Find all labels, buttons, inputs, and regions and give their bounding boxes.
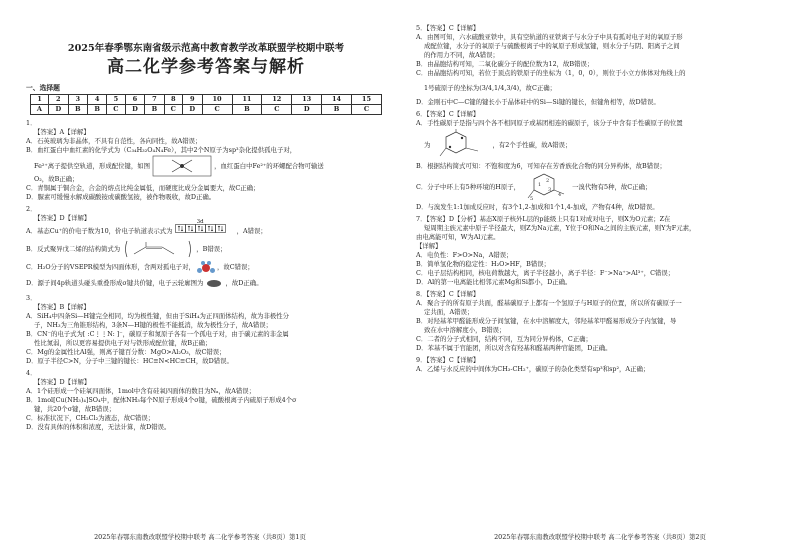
explanation-text: ，故D正确。	[225, 279, 263, 287]
answer-cell: C	[262, 105, 292, 115]
answer-line: 【答案】B【详解】	[34, 303, 90, 311]
explanation-line: D．金刚石中C—C键的键长小于晶体硅中的Si—Si键的键长，但键角相等，故D错误。	[416, 98, 660, 106]
page-footer: 2025年春鄂东南教改联盟学校期中联考 高二化学参考答案（共8页）第1页	[94, 533, 306, 541]
explanation-line: B．CN⁻的电子式为[ :C⋮⋮N: ]⁻，碳原子和氮原子各有一个孤电子对，由于碳元素的非金属	[26, 330, 289, 338]
explanation-line: B．简单氢化物的稳定性：H₂O>HF，B错误；	[416, 260, 550, 268]
explanation-line: A．SiH₄中四条Si—H键完全相同，均为极性键，但由于SiH₄为正四面体结构，故为非极性分	[26, 312, 290, 320]
explanation-line: 定共面，A错误；	[424, 308, 474, 316]
explanation-line	[416, 128, 782, 162]
answer-cell: B	[145, 105, 164, 115]
explanation-line: B．根据结构简式可知：不饱和度为6，可知存在芳香族化合物的同分异构体，故B错误；	[416, 162, 666, 170]
number-cell: 4	[87, 95, 106, 105]
answer-line: 5．【答案】C【详解】	[416, 24, 480, 32]
answer-cell: C	[202, 105, 232, 115]
explanation-text: ，有2个手性碳，故A错误；	[492, 141, 572, 149]
explanation-line	[416, 171, 782, 203]
explanation-line: C．电子层结构相同，核电荷数越大，离子半径越小，离子半径：F⁻>Na⁺>Al³⁺，C错误；	[416, 269, 675, 277]
number-cell: 12	[262, 95, 292, 105]
water-vsepr-model-figure	[197, 261, 215, 273]
explanation-line: 成配位键，水分子的氧原子与硫酸根离子中的氧原子形成氢键，则水分子与阴、阳离子之间	[424, 42, 680, 50]
answer-line: 【答案】D【详解】	[34, 378, 91, 386]
orbital-diagram	[175, 219, 235, 239]
explanation-line: D．苯基不属于官能团，所以对含有羟基和醛基两种官能团，D正确。	[416, 344, 612, 352]
number-cell: 10	[202, 95, 232, 105]
explanation-line: A．乙烯与水反应的中间体为CH₃-CH₂⁺，碳原子的杂化类型有sp³和sp²，A正确；	[416, 365, 650, 373]
answer-table-number-row	[31, 95, 382, 105]
explanation-line: A．电负性：F>O>Na，A错误；	[416, 251, 513, 259]
answer-cell: B	[87, 105, 106, 115]
number-cell: 2	[48, 95, 68, 105]
explanation-line: 致在水中溶解度小，B错误；	[424, 326, 506, 334]
explanation-text: 1号硫原子的坐标为(	[424, 84, 482, 92]
coordinate-y: 1/4	[494, 84, 505, 92]
svg-text:3: 3	[548, 187, 552, 193]
explanation-line: D．没有具体的体积和浓度，无法计算，故D错误。	[26, 423, 171, 431]
explanation-line: 1号硫原子的坐标为(3/4,1/4,3/4)，故C正确；	[424, 84, 557, 92]
heme-structure-figure	[152, 155, 212, 177]
answer-line: 8．【答案】C【详解】	[416, 290, 480, 298]
explanation-line: D．原子半径C>N，分子中三键的键长：HC≡N<HC≡CH，故D错误。	[26, 357, 233, 365]
number-cell: 5	[107, 95, 125, 105]
explanation-text: B．反式聚异戊二烯的结构简式为	[26, 245, 121, 253]
explanation-line: C．Mg的金属性比Al强，则离子键百分数：MgO>Al₂O₃，故C错误；	[26, 348, 226, 356]
number-cell: 6	[125, 95, 145, 105]
main-title: 高二化学参考答案与解析	[107, 57, 305, 77]
explanation-text: 为	[424, 141, 431, 149]
explanation-line	[26, 219, 386, 239]
explanation-line: A．手性碳原子是指与四个各不相同原子或基团相连的碳原子，该分子中含有手性碳原子的位置	[416, 119, 683, 127]
explanation-line: C．由晶胞结构可知，若位于顶点的铁原子的坐标为（1，0，0），则位于小立方体体对角线上的	[416, 69, 686, 77]
explanation-line	[26, 275, 386, 291]
explanation-line: O₂，故B正确；	[34, 175, 79, 183]
explanation-line: 子，NH₃为三角锥形结构，3条N—H键的极性不能抵消，故为极性分子，故A错误；	[34, 321, 273, 329]
svg-text:5: 5	[530, 196, 534, 202]
explanation-line	[26, 239, 386, 259]
right-page	[400, 0, 800, 554]
coordinate-x: 3/4	[481, 84, 492, 92]
answer-cell: A	[31, 105, 49, 115]
explanation-text: D．源子间4p轨道头碰头重叠形成σ键共价键，电子云轮廓图为	[26, 279, 204, 287]
number-cell: 7	[145, 95, 164, 105]
answer-table	[30, 94, 382, 115]
explanation-text: 一溴代物有5种，故C正确；	[572, 183, 652, 191]
explanation-line: D．与溴发生1:1加成反应时，有3个1,2-加成和1个1,4-加成，产物有4种，故D错误。	[416, 203, 659, 211]
explanation-text: Fe²⁺离子提供空轨道，形成配位键，如图	[34, 162, 151, 170]
orbital-label: 3d	[196, 219, 204, 225]
explanation-line: 短周期主族元素中原子半径最大，则Z为Na元素，Y位于O和Na之间的主族元素，则Y为F元素，	[424, 224, 696, 232]
answer-cell: B	[232, 105, 262, 115]
section-heading: 一、选择题	[26, 84, 60, 92]
explanation-text: ，B错误；	[196, 245, 227, 253]
answer-cell: D	[125, 105, 145, 115]
number-cell: 9	[182, 95, 202, 105]
explanation-line	[26, 259, 386, 275]
explanation-text: C．分子中环上有5种环境的H原子，	[416, 183, 520, 191]
question-number: 3．	[26, 294, 37, 302]
number-cell: 8	[164, 95, 182, 105]
detail-heading: 【详解】	[416, 242, 442, 250]
page-footer: 2025年春鄂东南教改联盟学校期中联考 高二化学参考答案（共8页）第2页	[494, 533, 706, 541]
explanation-line: D．Al的第一电离能比相邻元素Mg和Si都小，D正确。	[416, 278, 572, 286]
explanation-line: 由电离能可知，W为Al元素。	[416, 233, 500, 241]
explanation-line: B．对羟基苯甲醛能形成分子间氢键，在水中溶解度大，邻羟基苯甲醛易形成分子内氢键，导	[416, 317, 677, 325]
answer-cell: B	[322, 105, 352, 115]
explanation-line: C．青铜属于铜合金，合金的熔点比纯金属低，而硬度比成分金属要大，故C正确；	[26, 184, 260, 192]
explanation-text: ，血红蛋白中Fe²⁺的环螺配合物可输送	[214, 162, 324, 170]
answer-line: 6．【答案】C【详解】	[416, 110, 480, 118]
answer-line: 9．【答案】C【详解】	[416, 356, 480, 364]
answer-line: 【答案】A【详解】	[34, 128, 90, 136]
explanation-line: A．石英玻璃为非晶体，不具有自范性，各向同性，故A错误；	[26, 137, 202, 145]
hydrogen-environment-figure	[522, 172, 570, 202]
explanation-line: 键，共20个σ键，故B错误；	[34, 405, 116, 413]
answer-cell: C	[352, 105, 382, 115]
explanation-text: ，故C错误；	[216, 263, 254, 271]
question-number: 4．	[26, 369, 37, 377]
explanation-text: )，故C正确；	[516, 84, 557, 92]
svg-text:4: 4	[558, 192, 562, 198]
question-number: 1．	[26, 119, 37, 127]
explanation-line: 性比氮弱，所以更容易提供电子对与铁形成配位键，故B正确；	[34, 339, 212, 347]
polyisoprene-structure-figure	[122, 239, 194, 259]
answer-cell: D	[182, 105, 202, 115]
number-cell: 11	[232, 95, 262, 105]
explanation-line: 的作用力不同，故A错误；	[424, 51, 499, 59]
answer-table-answer-row	[31, 105, 382, 115]
explanation-line: D．脲素可缓慢水解成碳酸铵或碳酸氢铵，被作物吸收，故D正确。	[26, 193, 216, 201]
explanation-line: B．血红蛋白中血红素的化学式为（C₃₄H₃₂O₄N₄Fe），其中2个N原子为sp³杂化提供孤电子对，	[26, 146, 297, 154]
answer-cell: C	[107, 105, 125, 115]
answer-cell: B	[68, 105, 87, 115]
coordinate-z: 3/4	[506, 84, 517, 92]
electron-cloud-figure	[207, 280, 221, 287]
svg-text:1: 1	[538, 182, 542, 188]
explanation-line: A．聚合子的所有原子共面，醛基碳原子上都有一个氢原子与H原子的位置，所以所有碳原子一	[416, 299, 682, 307]
answer-line: 【答案】D【详解】	[34, 214, 91, 222]
explanation-line: A．由图可知，六水硫酸亚铁中，具有空轨道的亚铁离子与水分子中具有孤对电子对的氧原子形	[416, 33, 683, 41]
explanation-text: A．基态Cu⁺的价电子数为10，价电子轨道表示式为	[26, 227, 173, 235]
number-cell: 3	[68, 95, 87, 105]
chiral-molecule-figure	[432, 129, 490, 161]
number-cell: 14	[322, 95, 352, 105]
number-cell: 1	[31, 95, 49, 105]
number-cell: 15	[352, 95, 382, 105]
explanation-text: ，A错误；	[236, 227, 267, 235]
explanation-text: C．H₂O分子的VSEPR模型为四面体形，含两对孤电子对，	[26, 263, 195, 271]
exam-title: 2025年春季鄂东南省级示范高中教育教学改革联盟学校期中联考	[67, 43, 345, 54]
orbital-boxes-figure	[175, 224, 235, 233]
explanation-line: A．1个硅形成一个硅氧四面体，1mol中含有硅氧四面体的数目为Nₐ，故A错误；	[26, 387, 256, 395]
svg-text:2: 2	[546, 178, 550, 184]
explanation-line: C．二者的分子式相同，结构不同，互为同分异构体，C正确；	[416, 335, 592, 343]
explanation-line: B．1mol[Cu(NH₃)₄]SO₄中，配体NH₃每个N原子形成4个σ键，硫酸根离子内硫原子形成4个σ	[26, 396, 297, 404]
explanation-line: B．由晶胞结构可知，二氧化碳分子的配位数为12，故B错误；	[416, 60, 594, 68]
answer-cell: D	[292, 105, 322, 115]
answer-cell: D	[48, 105, 68, 115]
explanation-line: C．标准状况下，CH₂Cl₂为液态，故C错误；	[26, 414, 155, 422]
answer-line: 7．【答案】D【分析】基态X原子核外L层的p能级上只有1对成对电子，则X为O元素；Z在	[416, 215, 671, 223]
answer-cell: C	[164, 105, 182, 115]
explanation-line	[26, 155, 386, 175]
question-number: 2．	[26, 205, 37, 213]
number-cell: 13	[292, 95, 322, 105]
